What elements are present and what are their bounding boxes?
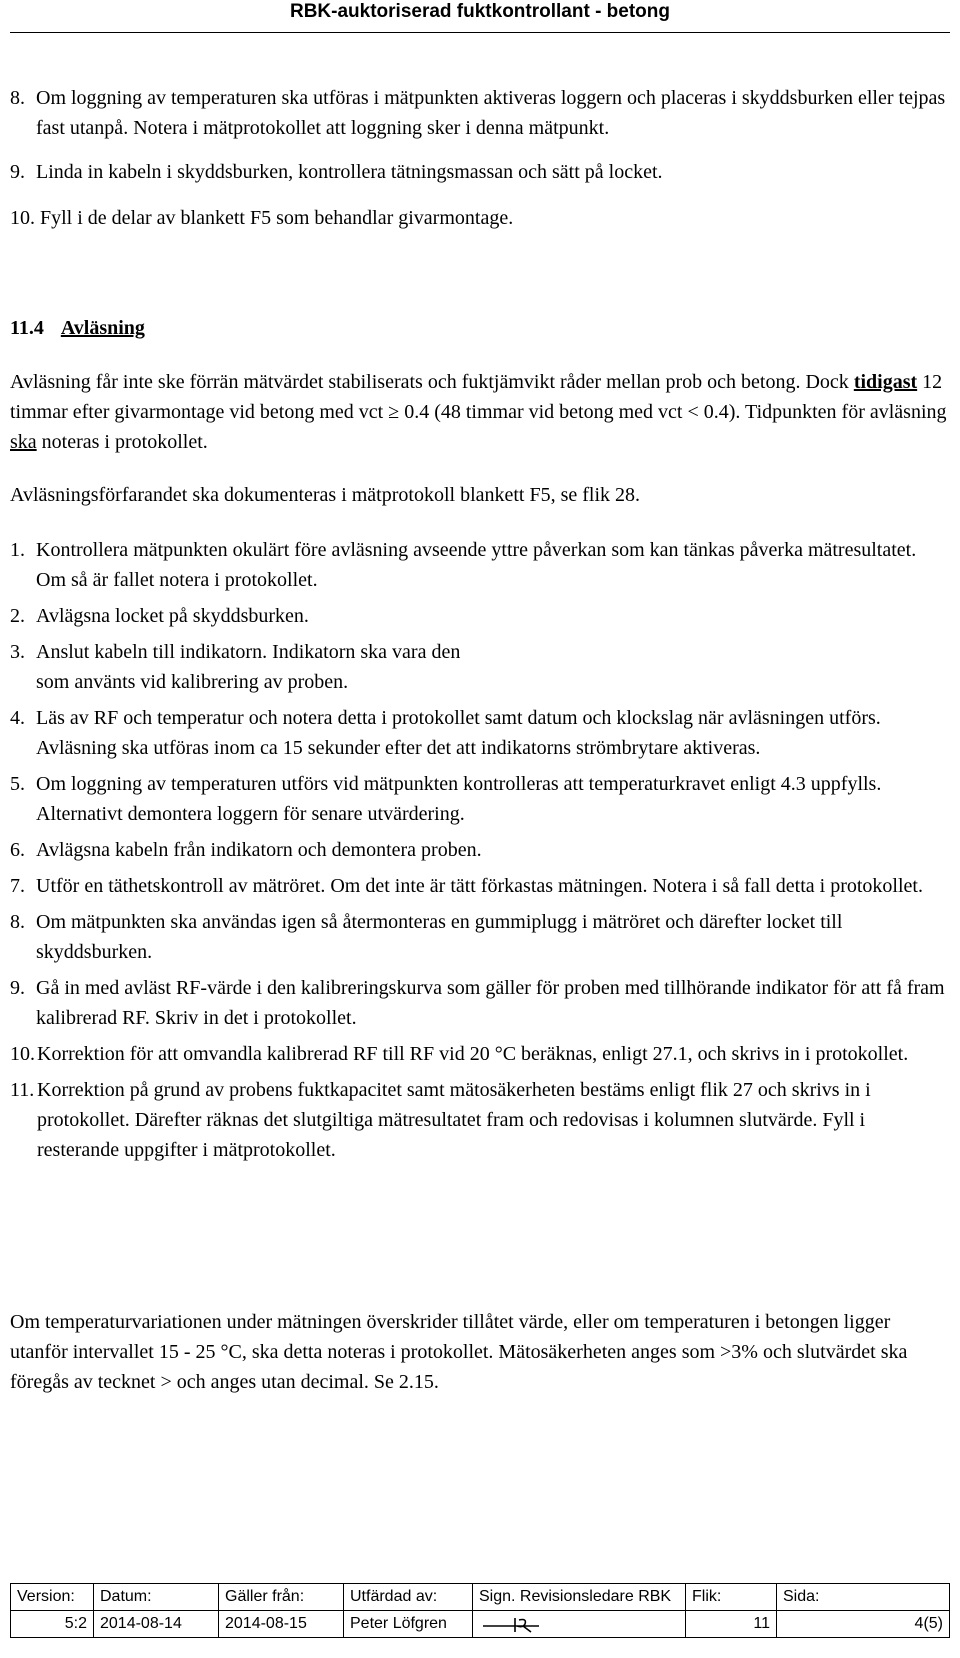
list-item-text: Korrektion för att omvandla kalibrerad RF till RF vid 20 °C beräknas, enligt 27.1, och skrivs in i protokollet. xyxy=(37,1043,909,1065)
footer-label-datum: Datum: xyxy=(94,1584,219,1611)
footer-value-version: 5:2 xyxy=(11,1611,94,1638)
footer-value-utfardad: Peter Löfgren xyxy=(344,1611,473,1638)
footer-label-flik: Flik: xyxy=(686,1584,777,1611)
list-item xyxy=(10,1075,950,1165)
list-item xyxy=(10,769,950,829)
list-item xyxy=(10,535,950,595)
list-item-number: 9. xyxy=(10,977,25,999)
list-item-number: 9. xyxy=(10,161,25,183)
footer-value-datum: 2014-08-14 xyxy=(94,1611,219,1638)
footer-label-row xyxy=(11,1584,950,1611)
documentation-note xyxy=(10,480,950,510)
doc-note-text: Avläsningsförfarandet ska dokumenteras i mätprotokoll blankett F5, se flik 28. xyxy=(10,484,641,506)
section-number: 11.4 xyxy=(10,317,44,339)
footer-value-galler: 2014-08-15 xyxy=(219,1611,344,1638)
list-item-number: 3. xyxy=(10,641,25,663)
footer-label-utfardad: Utfärdad av: xyxy=(344,1584,473,1611)
step3-line1: Anslut kabeln till indikatorn. Indikatorn ska vara den xyxy=(36,641,461,663)
footer-value-sida: 4(5) xyxy=(777,1611,950,1638)
list-item-text: Om loggning av temperaturen ska utföras i mätpunkten aktiveras loggern och placeras i skyddsburken eller tejpas fast utanpå. Notera i mätprotokollet att loggning sker i denna mätpunkt. xyxy=(36,87,946,139)
intro-paragraph xyxy=(10,367,950,457)
list-item xyxy=(10,703,950,763)
list-item-number: 8. xyxy=(10,911,25,933)
top-list xyxy=(10,83,950,233)
list-item-text: Om mätpunkten ska användas igen så återmonteras en gummiplugg i mätröret och därefter locket till skyddsburken. xyxy=(36,911,843,963)
list-item-text: Avlägsna kabeln från indikatorn och demontera proben. xyxy=(36,839,482,861)
list-item xyxy=(10,1039,950,1069)
signature-mark-icon xyxy=(479,1614,599,1634)
footer-label-sida: Sida: xyxy=(777,1584,950,1611)
list-item xyxy=(10,601,950,631)
list-item-number: 10. xyxy=(10,1043,35,1065)
list-item-text: Korrektion på grund av probens fuktkapacitet samt mätosäkerheten bestäms enligt flik 27 och skrivs in i protokollet. Därefter räknas det slutgiltiga mätresultatet fram och redovisas i kolumnen slutvärde. Fyll i resterande uppgifter i mätprotokollet. xyxy=(37,1079,871,1161)
list-item-number: 10. xyxy=(10,207,35,229)
list-item-number: 6. xyxy=(10,839,25,861)
footer-label-galler: Gäller från: xyxy=(219,1584,344,1611)
list-item xyxy=(10,973,950,1033)
section-title: Avläsning xyxy=(60,317,145,339)
list-item-text: Gå in med avläst RF-värde i den kalibreringskurva som gäller för proben med tillhörande indikator för att få fram kalibrerad RF. Skriv in det i protokollet. xyxy=(36,977,945,1029)
list-item xyxy=(10,907,950,967)
list-item-number: 7. xyxy=(10,875,25,897)
footer-label-version: Version: xyxy=(11,1584,94,1611)
intro-text-b: 12 timmar efter givarmontage vid betong med vct ≥ 0.4 (48 timmar vid betong med vct < 0.4). Tidpunkten för avläsning xyxy=(10,371,947,423)
intro-emphasis-ska: ska xyxy=(10,431,37,453)
page-header xyxy=(0,0,960,32)
list-item-text: Läs av RF och temperatur och notera detta i protokollet samt datum och klockslag när avläsningen utförs. Avläsning ska utföras inom ca 15 sekunder efter det att indikatorns strömbrytare aktiveras. xyxy=(36,707,881,759)
list-item-number: 4. xyxy=(10,707,25,729)
footer-value-flik: 11 xyxy=(686,1611,777,1638)
list-item xyxy=(10,637,950,697)
closing-paragraph xyxy=(10,1307,950,1397)
list-item-number: 11. xyxy=(10,1079,35,1101)
intro-emphasis-tidigast: tidigast xyxy=(853,371,918,393)
footer-label-sign: Sign. Revisionsledare RBK xyxy=(473,1584,686,1611)
list-item-text: Fyll i de delar av blankett F5 som behandlar givarmontage. xyxy=(40,207,514,229)
list-item-text: Om loggning av temperaturen utförs vid mätpunkten kontrolleras att temperaturkravet enligt 4.3 uppfylls. Alternativt demontera loggern för senare utvärdering. xyxy=(36,773,882,825)
list-item-text: Utför en täthetskontroll av mätröret. Om det inte är tätt förkastas mätningen. Notera i så fall detta i protokollet. xyxy=(36,875,923,897)
list-item xyxy=(10,203,950,233)
list-item-text: Kontrollera mätpunkten okulärt före avläsning avseende yttre påverkan som kan tänkas påverka mätresultatet. Om så är fallet notera i protokollet. xyxy=(36,539,917,591)
intro-text-c: noteras i protokollet. xyxy=(36,431,208,453)
step3-line2: som använts vid kalibrering av proben. xyxy=(36,671,349,693)
list-item-number: 5. xyxy=(10,773,25,795)
section-intro xyxy=(10,367,950,457)
header-divider xyxy=(10,32,950,33)
list-item-number: 8. xyxy=(10,87,25,109)
closing-text: Om temperaturvariationen under mätningen överskrider tillåtet värde, eller om temperaturen i betongen ligger utanför intervallet 15 - 25 °C, ska detta noteras i protokollet. Mätosäkerheten anges som >3% och slutvärdet ska föregås av tecknet > och anges utan decimal. Se 2.15. xyxy=(10,1311,908,1393)
header-title: RBK-auktoriserad fuktkontrollant - betong xyxy=(289,1,670,22)
steps-list xyxy=(10,535,950,1165)
list-item-number: 1. xyxy=(10,539,25,561)
list-item xyxy=(10,871,950,901)
list-item xyxy=(10,157,950,187)
list-item-number: 2. xyxy=(10,605,25,627)
section-heading xyxy=(10,313,950,343)
list-item xyxy=(10,83,950,143)
intro-text-a: Avläsning får inte ske förrän mätvärdet stabiliserats och fuktjämvikt råder mellan prob och betong. Dock xyxy=(10,371,854,393)
list-item xyxy=(10,835,950,865)
list-item-text: Avlägsna locket på skyddsburken. xyxy=(36,605,309,627)
document-footer-table xyxy=(10,1583,950,1638)
list-item-text xyxy=(36,637,950,697)
footer-value-row xyxy=(11,1611,950,1638)
footer-signature-cell xyxy=(473,1611,686,1638)
list-item-text: Linda in kabeln i skyddsburken, kontrollera tätningsmassan och sätt på locket. xyxy=(36,161,663,183)
